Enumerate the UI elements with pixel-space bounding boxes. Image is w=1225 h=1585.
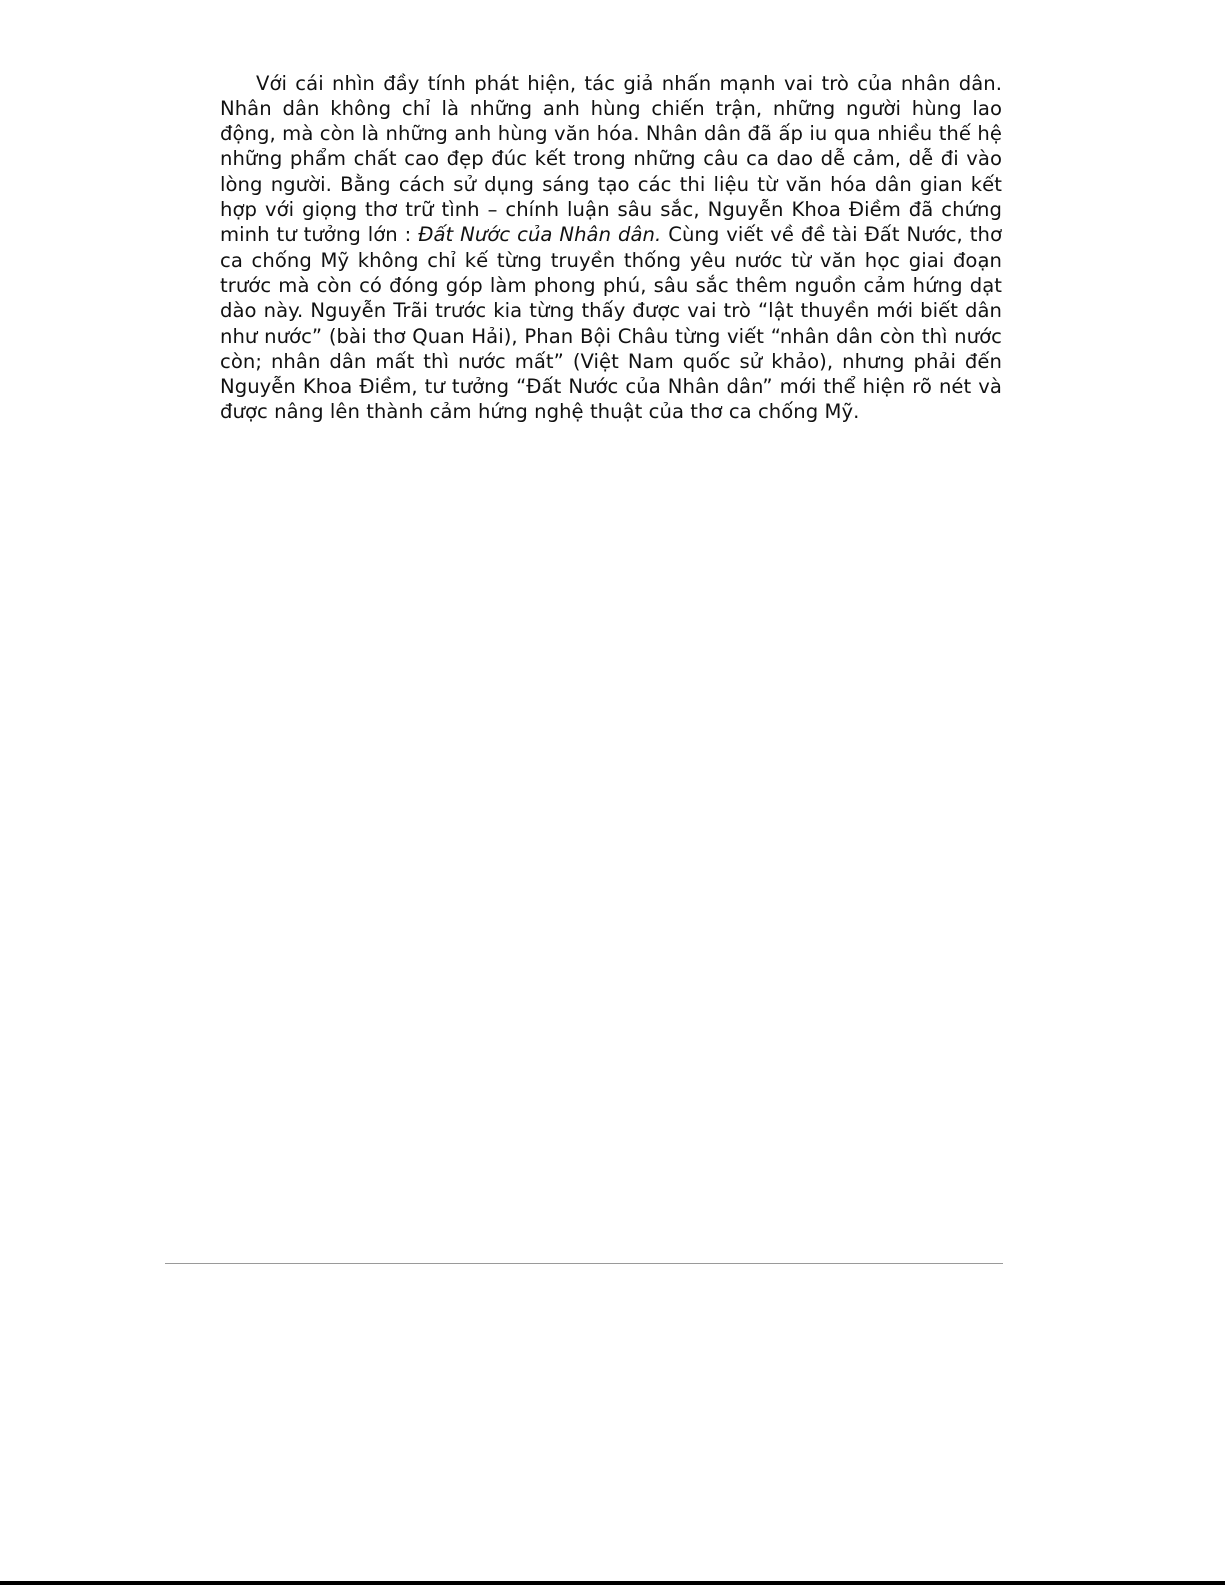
paragraph-text-part1: Với cái nhìn đầy tính phát hiện, tác giả nhấn mạnh vai trò của nhân dân. Nhân dân không chỉ là những anh hùng chiến trận, những người hùng lao động, mà còn là những anh hùng văn hóa. Nhân dân đã ấp iu qua nhiều thế hệ những phẩm chất cao đẹp đúc kết trong những câu ca dao dễ cảm, dễ đi vào lòng người. Bằng cách sử dụng sáng tạo các thi liệu từ văn hóa dân gian kết hợp với giọng thơ trữ tình – chính luận sâu sắc, Nguyễn Khoa Điềm đã chứng minh tư tưởng lớn : <box>220 71 1002 247</box>
emphasized-phrase: Đất Nước của Nhân dân. <box>418 223 662 247</box>
paragraph-text-part2: Cùng viết về đề tài Đất Nước, thơ ca chống Mỹ không chỉ kế từng truyền thống yêu nước từ văn học giai đoạn trước mà còn có đóng góp làm phong phú, sâu sắc thêm nguồn cảm hứng dạt dào này. Nguyễn Trãi trước kia từng thấy được vai trò “lật thuyền mới biết dân như nước” (bài thơ Quan Hải), Phan Bội Châu từng viết “nhân dân còn thì nước còn; nhân dân mất thì nước mất” (Việt Nam quốc sử khảo), nhưng phải đến Nguyễn Khoa Điềm, tư tưởng “Đất Nước của Nhân dân” mới thể hiện rõ nét và được nâng lên thành cảm hứng nghệ thuật của thơ ca chống Mỹ. <box>220 223 1002 424</box>
footer-separator-line <box>165 1263 1003 1264</box>
body-paragraph <box>220 71 1002 425</box>
page-bottom-border <box>0 1581 1225 1585</box>
